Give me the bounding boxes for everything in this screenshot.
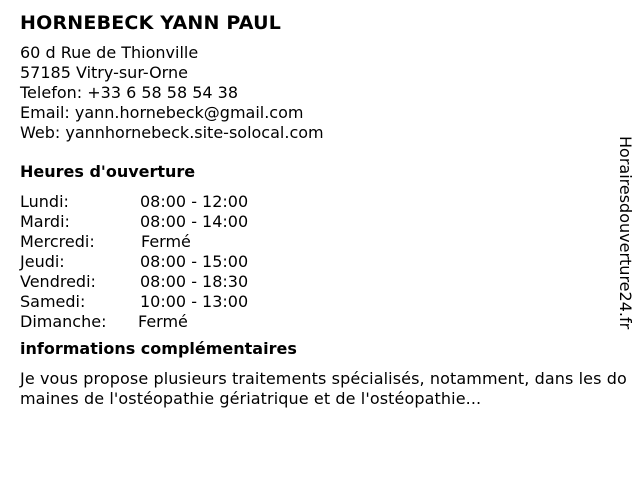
time-value: 08:00 - 15:00: [140, 252, 249, 271]
hours-table: [20, 192, 630, 332]
hours-row-samedi: [20, 292, 630, 312]
day-label: Lundi:: [20, 192, 69, 211]
hours-row-mardi: [20, 212, 630, 232]
hours-row-jeudi: [20, 252, 630, 272]
watermark-label: Horairesdouverture24.fr: [616, 136, 635, 330]
day-label: Dimanche:: [20, 312, 107, 331]
time-value: 08:00 - 14:00: [140, 212, 249, 231]
address-city: 57185 Vitry-sur-Orne: [20, 63, 188, 82]
address-street: 60 d Rue de Thionville: [20, 43, 199, 62]
hours-row-vendredi: [20, 272, 630, 292]
day-label: Samedi:: [20, 292, 86, 311]
time-value: Fermé: [138, 312, 188, 331]
hours-row-dimanche: [20, 312, 630, 332]
phone-line: Telefon: +33 6 58 58 54 38: [20, 83, 239, 102]
email-line: Email: yann.hornebeck@gmail.com: [20, 103, 304, 122]
web-line: Web: yannhornebeck.site-solocal.com: [20, 123, 324, 142]
time-value: 10:00 - 13:00: [140, 292, 249, 311]
time-value: Fermé: [141, 232, 191, 251]
contact-block: [20, 43, 630, 143]
hours-heading: Heures d'ouverture: [20, 162, 196, 181]
day-label: Vendredi:: [20, 272, 96, 291]
time-value: 08:00 - 18:30: [140, 272, 249, 291]
hours-row-mercredi: [20, 232, 630, 252]
hours-row-lundi: [20, 192, 630, 212]
business-name: HORNEBECK YANN PAUL: [20, 12, 282, 34]
day-label: Mardi:: [20, 212, 70, 231]
info-description: Je vous propose plusieurs traitements spécialisés, notamment, dans les domaines de l'ostéopathie gériatrique et de l'ostéopathie...: [20, 369, 627, 408]
time-value: 08:00 - 12:00: [140, 192, 249, 211]
info-heading: informations complémentaires: [20, 339, 297, 358]
day-label: Jeudi:: [20, 252, 65, 271]
business-card: [20, 11, 630, 409]
day-label: Mercredi:: [20, 232, 95, 251]
